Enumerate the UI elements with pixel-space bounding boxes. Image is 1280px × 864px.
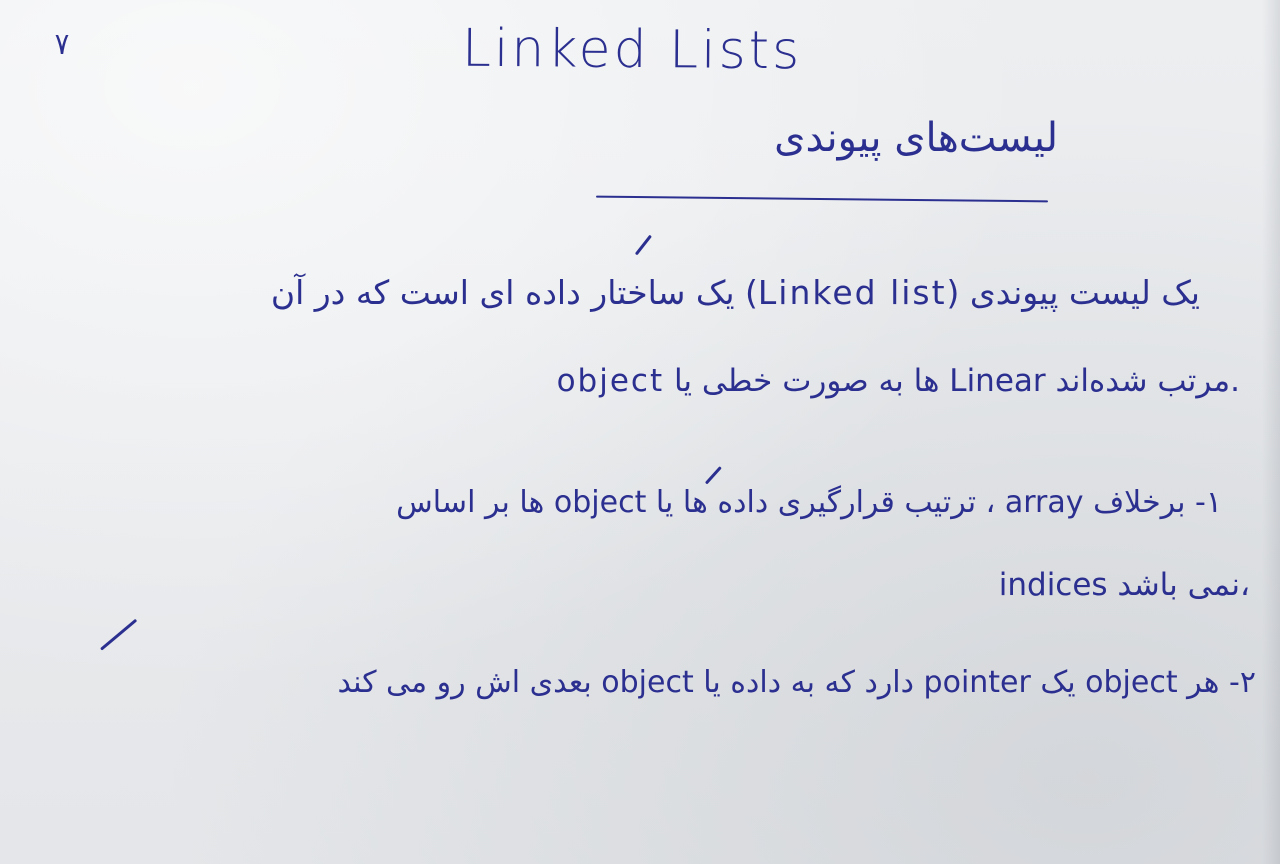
definition-line-1-before: یک لیست پیوندی xyxy=(959,273,1200,312)
point-1-line-1: ۱- برخلاف array ، ترتیب قرارگیری داده ها یا object ها بر اساس xyxy=(396,485,1222,520)
diacritic-stroke xyxy=(100,619,137,651)
definition-line-2-after: ها به صورت خطی یا Linear مرتب شده‌اند. xyxy=(664,363,1240,399)
definition-line-1-term: (Linked list) xyxy=(745,273,960,312)
diacritic-stroke xyxy=(705,466,722,484)
definition-line-2 xyxy=(556,363,1240,399)
page-title: Linked Lists xyxy=(461,18,803,82)
point-1-line-2: indices نمی باشد، xyxy=(998,567,1250,603)
point-2-line-1: ۲- هر object یک pointer دارد که به داده یا object بعدی اش رو می کند xyxy=(337,665,1256,700)
page-number: ٧ xyxy=(54,27,70,62)
page-subtitle: لیست‌های پیوندی xyxy=(774,115,1058,161)
page-edge-shadow xyxy=(1262,0,1280,864)
definition-line-1-after: یک ساختار داده ای است که در آن xyxy=(270,273,746,312)
title-underline xyxy=(596,196,1048,203)
diacritic-stroke xyxy=(635,235,652,256)
definition-line-2-term: object xyxy=(556,363,665,399)
definition-line-1 xyxy=(270,273,1200,312)
